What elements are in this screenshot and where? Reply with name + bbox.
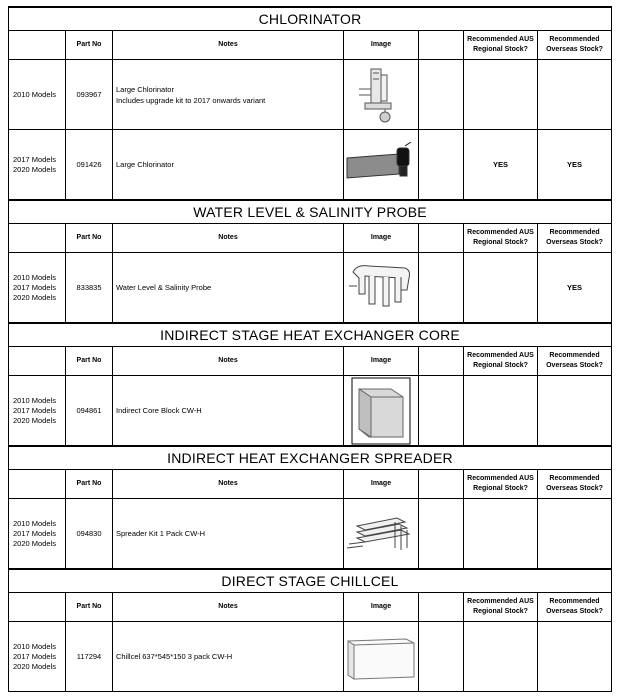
overseas-stock-header-line: Overseas Stock? [546, 608, 603, 615]
notes-header: Notes [113, 347, 344, 376]
part-no-header: Part No [66, 470, 113, 499]
image-header: Image [344, 347, 419, 376]
section-table [8, 6, 612, 200]
overseas-stock-value [538, 499, 612, 569]
overseas-stock-header [538, 593, 612, 622]
chlorinator-bracket-icon [344, 65, 418, 125]
overseas-stock-header [538, 470, 612, 499]
model-year: 2020 Models [13, 164, 56, 174]
image-cell [344, 60, 419, 130]
section-table [8, 323, 612, 446]
blank-header [419, 470, 464, 499]
image-header: Image [344, 224, 419, 253]
core-block-icon [344, 377, 418, 445]
part-number: 094861 [66, 376, 113, 446]
notes-cell [113, 376, 344, 446]
model-year: 2020 Models [13, 292, 56, 302]
blank-cell [419, 622, 464, 692]
blank-cell [419, 376, 464, 446]
table-row [9, 60, 612, 130]
probe-icon [344, 260, 418, 316]
models-header [9, 593, 66, 622]
section-title: INDIRECT STAGE HEAT EXCHANGER CORE [9, 324, 612, 347]
aus-stock-header [464, 347, 538, 376]
model-year: 2020 Models [13, 415, 56, 425]
notes-header: Notes [113, 470, 344, 499]
table-row [9, 130, 612, 200]
part-number: 093967 [66, 60, 113, 130]
notes-cell [113, 622, 344, 692]
header-row [9, 470, 612, 499]
image-header: Image [344, 593, 419, 622]
aus-stock-value [464, 60, 538, 130]
blank-header [419, 347, 464, 376]
overseas-stock-header [538, 224, 612, 253]
models-cell [9, 499, 66, 569]
notes-cell [113, 253, 344, 323]
overseas-stock-header-line: Overseas Stock? [546, 485, 603, 492]
aus-stock-header-line: Recommended AUS [467, 352, 534, 359]
blank-cell [419, 253, 464, 323]
overseas-stock-value [538, 376, 612, 446]
models-header [9, 470, 66, 499]
overseas-stock-header-line: Recommended [549, 598, 600, 605]
overseas-stock-header [538, 31, 612, 60]
section-table [8, 200, 612, 323]
model-year: 2010 Models [13, 272, 56, 282]
aus-stock-header-line: Regional Stock? [473, 239, 528, 246]
image-cell [344, 622, 419, 692]
overseas-stock-header [538, 347, 612, 376]
models-cell [9, 622, 66, 692]
overseas-stock-header-line: Overseas Stock? [546, 362, 603, 369]
model-year: 2017 Models [13, 154, 56, 164]
spreader-kit-icon [344, 512, 418, 556]
model-year: 2010 Models [13, 89, 56, 99]
note-line: Large Chlorinator [116, 84, 174, 94]
part-no-header: Part No [66, 224, 113, 253]
part-number: 833835 [66, 253, 113, 323]
models-header [9, 224, 66, 253]
header-row [9, 593, 612, 622]
aus-stock-header [464, 470, 538, 499]
aus-stock-header-line: Regional Stock? [473, 608, 528, 615]
aus-stock-header [464, 593, 538, 622]
models-cell [9, 253, 66, 323]
model-year: 2017 Models [13, 651, 56, 661]
overseas-stock-header-line: Recommended [549, 475, 600, 482]
overseas-stock-header-line: Recommended [549, 229, 600, 236]
note-line: Indirect Core Block CW-H [116, 406, 202, 415]
notes-cell [113, 60, 344, 130]
section-title: INDIRECT HEAT EXCHANGER SPREADER [9, 447, 612, 470]
blank-cell [419, 130, 464, 200]
header-row [9, 31, 612, 60]
part-number: 117294 [66, 622, 113, 692]
chillcel-pad-icon [344, 633, 418, 681]
aus-stock-header-line: Recommended AUS [467, 229, 534, 236]
table-row [9, 499, 612, 569]
blank-header [419, 224, 464, 253]
part-no-header: Part No [66, 593, 113, 622]
note-line: Large Chlorinator [116, 160, 174, 169]
model-year: 2020 Models [13, 661, 56, 671]
model-year: 2010 Models [13, 641, 56, 651]
image-cell [344, 253, 419, 323]
overseas-stock-value: YES [538, 253, 612, 323]
image-header: Image [344, 31, 419, 60]
table-row [9, 622, 612, 692]
aus-stock-value [464, 499, 538, 569]
overseas-stock-header-line: Overseas Stock? [546, 239, 603, 246]
aus-stock-header [464, 224, 538, 253]
overseas-stock-value [538, 622, 612, 692]
image-header: Image [344, 470, 419, 499]
aus-stock-header-line: Regional Stock? [473, 485, 528, 492]
section-title: DIRECT STAGE CHILLCEL [9, 570, 612, 593]
parts-catalog-sheet [8, 6, 611, 692]
note-line: Chillcel 637*545*150 3 pack CW-H [116, 652, 233, 661]
aus-stock-value [464, 376, 538, 446]
aus-stock-header-line: Regional Stock? [473, 46, 528, 53]
model-year: 2017 Models [13, 528, 56, 538]
note-line: Spreader Kit 1 Pack CW-H [116, 529, 206, 538]
notes-cell [113, 499, 344, 569]
header-row [9, 347, 612, 376]
blank-header [419, 593, 464, 622]
aus-stock-header-line: Recommended AUS [467, 36, 534, 43]
part-number: 091426 [66, 130, 113, 200]
part-no-header: Part No [66, 347, 113, 376]
model-year: 2017 Models [13, 405, 56, 415]
note-line: Includes upgrade kit to 2017 onwards variant [116, 95, 266, 105]
part-number: 094830 [66, 499, 113, 569]
aus-stock-header-line: Recommended AUS [467, 598, 534, 605]
model-year: 2010 Models [13, 395, 56, 405]
section-table [8, 569, 612, 692]
models-cell [9, 376, 66, 446]
aus-stock-value [464, 253, 538, 323]
header-row [9, 224, 612, 253]
notes-cell [113, 130, 344, 200]
note-line: Water Level & Salinity Probe [116, 283, 212, 292]
section-title: WATER LEVEL & SALINITY PROBE [9, 201, 612, 224]
model-year: 2017 Models [13, 282, 56, 292]
overseas-stock-header-line: Overseas Stock? [546, 46, 603, 53]
overseas-stock-header-line: Recommended [549, 36, 600, 43]
image-cell [344, 376, 419, 446]
image-cell [344, 130, 419, 200]
section-table [8, 446, 612, 569]
aus-stock-value: YES [464, 130, 538, 200]
overseas-stock-value: YES [538, 130, 612, 200]
model-year: 2010 Models [13, 518, 56, 528]
aus-stock-header-line: Recommended AUS [467, 475, 534, 482]
models-cell [9, 60, 66, 130]
notes-header: Notes [113, 224, 344, 253]
overseas-stock-header-line: Recommended [549, 352, 600, 359]
models-cell [9, 130, 66, 200]
models-header [9, 347, 66, 376]
model-year: 2020 Models [13, 538, 56, 548]
table-row [9, 253, 612, 323]
notes-header: Notes [113, 31, 344, 60]
chlorinator-bar-icon [344, 142, 418, 188]
aus-stock-header [464, 31, 538, 60]
part-no-header: Part No [66, 31, 113, 60]
blank-header [419, 31, 464, 60]
notes-header: Notes [113, 593, 344, 622]
aus-stock-header-line: Regional Stock? [473, 362, 528, 369]
aus-stock-value [464, 622, 538, 692]
section-title: CHLORINATOR [9, 7, 612, 31]
blank-cell [419, 60, 464, 130]
table-row [9, 376, 612, 446]
models-header [9, 31, 66, 60]
image-cell [344, 499, 419, 569]
blank-cell [419, 499, 464, 569]
overseas-stock-value [538, 60, 612, 130]
